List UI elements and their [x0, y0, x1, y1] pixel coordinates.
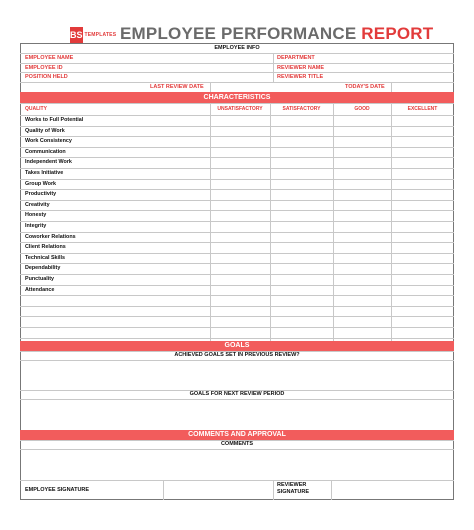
rating-cell-unsatisfactory[interactable]: [210, 179, 270, 190]
position-held-label: POSITION HELD: [25, 74, 68, 80]
row-divider: [20, 295, 454, 296]
rating-cell-satisfactory[interactable]: [270, 168, 333, 179]
rating-cell-excellent[interactable]: [391, 242, 454, 253]
achieved-goals-field[interactable]: [20, 360, 454, 390]
rating-cell-good[interactable]: [333, 157, 391, 168]
characteristic-item: Creativity: [25, 201, 50, 208]
characteristic-item: Productivity: [25, 191, 57, 198]
rating-cell-good[interactable]: [333, 189, 391, 200]
rating-cell-satisfactory[interactable]: [270, 210, 333, 221]
department-label: DEPARTMENT: [277, 55, 315, 61]
rating-cell-good[interactable]: [333, 168, 391, 179]
todays-date-label: TODAY'S DATE: [345, 84, 385, 90]
employee-id-field[interactable]: [95, 63, 272, 72]
rating-cell-satisfactory[interactable]: [270, 274, 333, 285]
rating-cell-satisfactory[interactable]: [270, 232, 333, 243]
characteristic-item: Honesty: [25, 212, 47, 219]
rating-cell-satisfactory[interactable]: [270, 157, 333, 168]
rating-cell-unsatisfactory[interactable]: [210, 285, 270, 296]
position-held-field[interactable]: [95, 72, 272, 81]
rating-cell-unsatisfactory[interactable]: [210, 168, 270, 179]
rating-cell-good[interactable]: [333, 200, 391, 211]
rating-cell-unsatisfactory[interactable]: [210, 274, 270, 285]
characteristic-item: Attendance: [25, 286, 55, 293]
logo: [70, 27, 116, 43]
rating-cell-excellent[interactable]: [391, 274, 454, 285]
rating-cell-excellent[interactable]: [391, 147, 454, 158]
rating-cell-excellent[interactable]: [391, 179, 454, 190]
characteristic-item: Integrity: [25, 223, 47, 229]
title-main: EMPLOYEE PERFORMANCE: [120, 24, 357, 43]
reviewer-name-field[interactable]: [335, 63, 453, 72]
employee-info-title: EMPLOYEE INFO: [214, 45, 260, 51]
rating-cell-unsatisfactory[interactable]: [210, 157, 270, 168]
next-goals-field[interactable]: [20, 399, 454, 430]
col-good: GOOD: [354, 106, 370, 112]
achieved-goals-label: ACHIEVED GOALS SET IN PREVIOUS REVIEW?: [174, 352, 300, 358]
rating-cell-satisfactory[interactable]: [270, 136, 333, 147]
characteristic-item: Takes Initiative: [25, 170, 64, 176]
col-unsatisfactory: UNSATISFACTORY: [217, 106, 263, 112]
logo-mark: BS: [70, 27, 83, 43]
rating-cell-excellent[interactable]: [391, 221, 454, 232]
rating-cell-good[interactable]: [333, 285, 391, 296]
characteristic-item: Group Work: [25, 180, 57, 187]
rating-cell-satisfactory[interactable]: [270, 126, 333, 137]
rating-cell-unsatisfactory[interactable]: [210, 253, 270, 264]
characteristic-item: Works to Full Potential: [25, 117, 84, 123]
rating-cell-unsatisfactory[interactable]: [210, 263, 270, 274]
title-accent: REPORT: [361, 24, 434, 43]
rating-cell-excellent[interactable]: [391, 200, 454, 211]
rating-cell-excellent[interactable]: [391, 136, 454, 147]
reviewer-title-field[interactable]: [335, 72, 453, 81]
rating-cell-good[interactable]: [333, 126, 391, 137]
rating-cell-excellent[interactable]: [391, 253, 454, 264]
rating-cell-excellent[interactable]: [391, 115, 454, 126]
comments-band: COMMENTS AND APPROVAL: [20, 430, 454, 440]
rating-cell-good[interactable]: [333, 210, 391, 221]
rating-cell-unsatisfactory[interactable]: [210, 115, 270, 126]
comments-label: COMMENTS: [220, 441, 254, 447]
rating-cell-satisfactory[interactable]: [270, 221, 333, 232]
employee-name-field[interactable]: [95, 53, 272, 62]
rating-cell-excellent[interactable]: [391, 168, 454, 179]
reviewer-signature-label: REVIEWER SIGNATURE: [277, 482, 309, 495]
rating-cell-unsatisfactory[interactable]: [210, 147, 270, 158]
characteristics-band: CHARACTERISTICS: [20, 92, 454, 103]
rating-cell-good[interactable]: [333, 179, 391, 190]
rating-cell-satisfactory[interactable]: [270, 263, 333, 274]
rating-cell-satisfactory[interactable]: [270, 242, 333, 253]
rating-cell-unsatisfactory[interactable]: [210, 242, 270, 253]
rating-cell-good[interactable]: [333, 242, 391, 253]
logo-text: TEMPLATES: [84, 32, 117, 38]
rating-cell-excellent[interactable]: [391, 157, 454, 168]
employee-signature-label: EMPLOYEE SIGNATURE: [25, 487, 90, 493]
characteristic-item: Communication: [25, 148, 66, 155]
reviewer-name-label: REVIEWER NAME: [277, 65, 325, 71]
rating-cell-unsatisfactory[interactable]: [210, 136, 270, 147]
col-satisfactory: SATISFACTORY: [282, 106, 321, 112]
goals-band: GOALS: [20, 341, 454, 351]
characteristic-item: Punctuality: [25, 276, 55, 282]
rating-cell-good[interactable]: [333, 232, 391, 243]
rating-cell-excellent[interactable]: [391, 210, 454, 221]
page-title: [120, 24, 433, 44]
characteristic-item: Quality of Work: [25, 127, 65, 134]
rating-cell-good[interactable]: [333, 263, 391, 274]
rating-cell-good[interactable]: [333, 221, 391, 232]
rating-cell-satisfactory[interactable]: [270, 115, 333, 126]
row-divider: [20, 338, 454, 339]
rating-cell-excellent[interactable]: [391, 232, 454, 243]
characteristic-item: Work Consistency: [25, 138, 72, 145]
characteristic-item: Independent Work: [25, 159, 72, 166]
rating-cell-satisfactory[interactable]: [270, 189, 333, 200]
reviewer-signature-field[interactable]: [332, 481, 453, 499]
employee-signature-field[interactable]: [164, 481, 272, 499]
next-goals-label: GOALS FOR NEXT REVIEW PERIOD: [189, 391, 285, 397]
employee-name-label: EMPLOYEE NAME: [25, 55, 74, 61]
row-divider: [20, 327, 454, 328]
employee-id-label: EMPLOYEE ID: [25, 65, 63, 71]
last-review-date-label: LAST REVIEW DATE: [150, 84, 204, 90]
comments-field[interactable]: [20, 449, 454, 480]
row-divider: [20, 316, 454, 317]
reviewer-title-label: REVIEWER TITLE: [277, 74, 324, 80]
characteristic-item: Technical Skills: [25, 254, 66, 261]
rating-cell-excellent[interactable]: [391, 126, 454, 137]
rating-cell-good[interactable]: [333, 274, 391, 285]
department-field[interactable]: [335, 53, 453, 62]
row-divider: [20, 306, 454, 307]
rating-cell-excellent[interactable]: [391, 189, 454, 200]
rating-cell-unsatisfactory[interactable]: [210, 126, 270, 137]
characteristic-item: Coworker Relations: [25, 233, 76, 240]
rating-cell-unsatisfactory[interactable]: [210, 232, 270, 243]
rating-cell-good[interactable]: [333, 115, 391, 126]
rating-cell-satisfactory[interactable]: [270, 253, 333, 264]
rating-cell-satisfactory[interactable]: [270, 147, 333, 158]
rating-cell-unsatisfactory[interactable]: [210, 200, 270, 211]
rating-cell-satisfactory[interactable]: [270, 200, 333, 211]
rating-cell-satisfactory[interactable]: [270, 179, 333, 190]
characteristic-item: Dependability: [25, 265, 61, 272]
rating-cell-good[interactable]: [333, 147, 391, 158]
rating-cell-unsatisfactory[interactable]: [210, 189, 270, 200]
rating-cell-excellent[interactable]: [391, 263, 454, 274]
rating-cell-good[interactable]: [333, 253, 391, 264]
characteristic-item: Client Relations: [25, 244, 66, 251]
rating-cell-good[interactable]: [333, 136, 391, 147]
col-quality: QUALITY: [25, 106, 47, 112]
rating-cell-satisfactory[interactable]: [270, 285, 333, 296]
rating-cell-unsatisfactory[interactable]: [210, 210, 270, 221]
rating-cell-unsatisfactory[interactable]: [210, 221, 270, 232]
rating-cell-excellent[interactable]: [391, 285, 454, 296]
col-excellent: EXCELLENT: [407, 106, 438, 112]
